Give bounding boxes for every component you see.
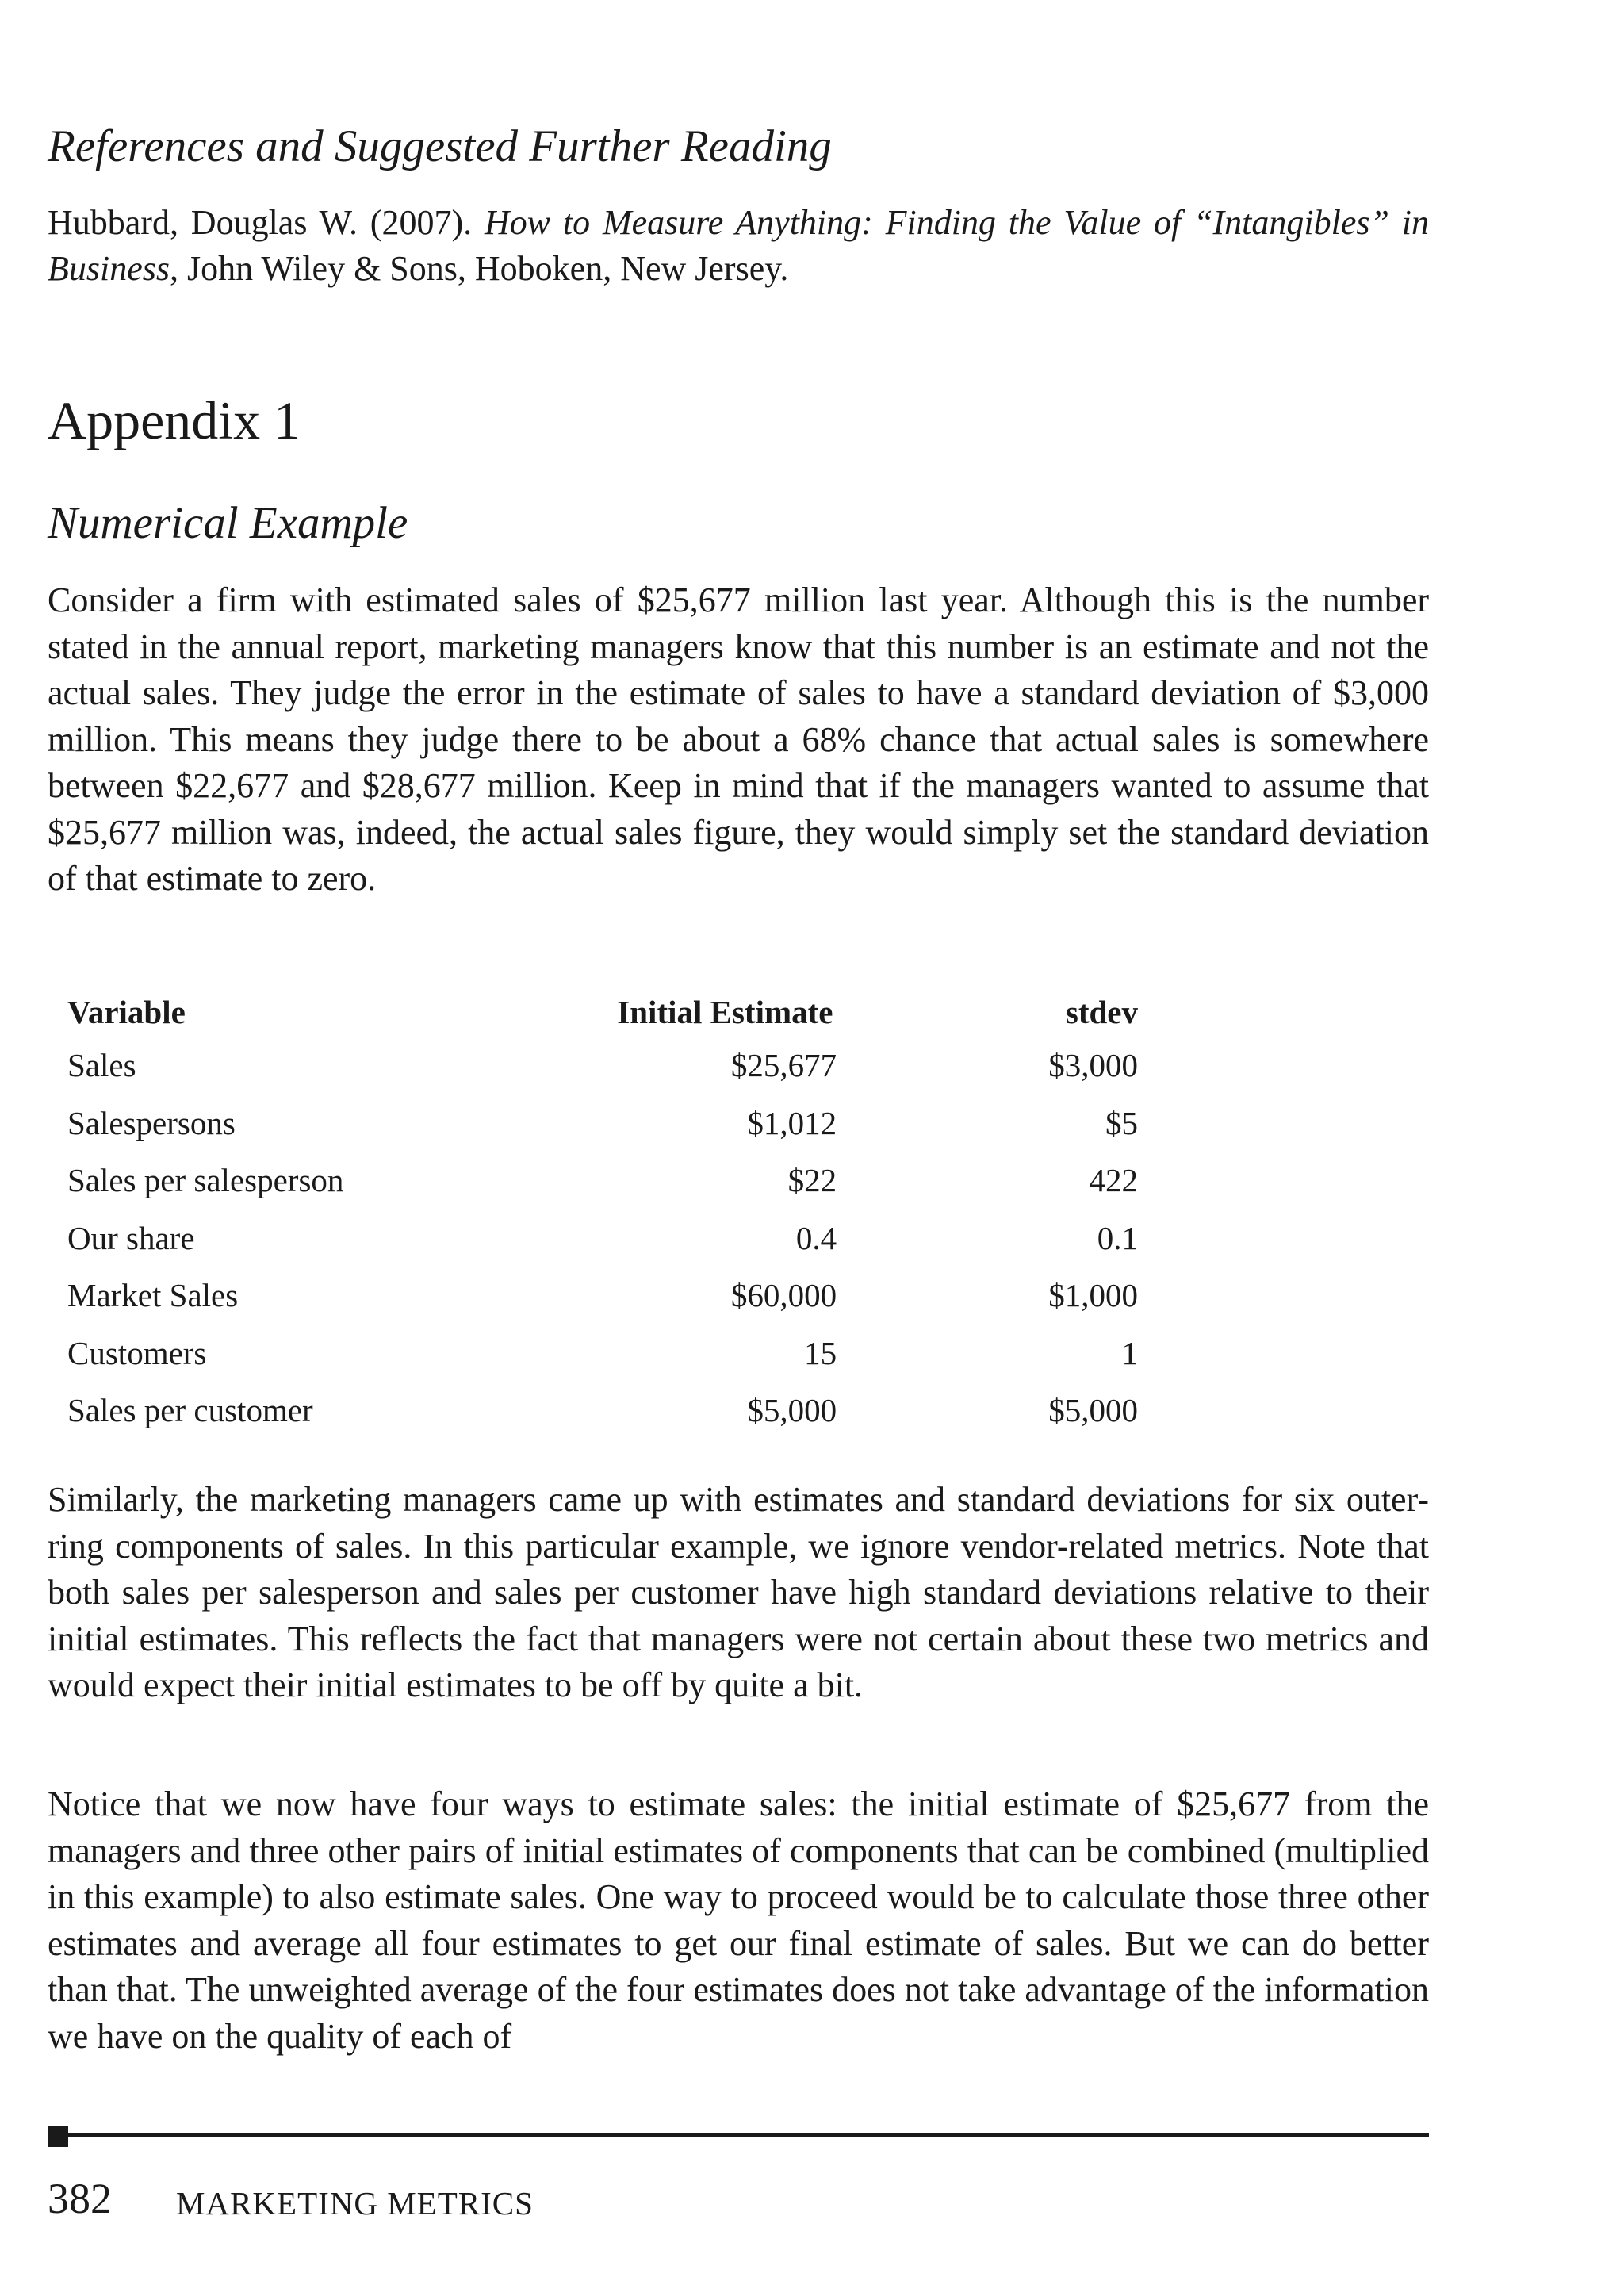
reference-author: Hubbard, Douglas W. (2007). bbox=[48, 203, 485, 242]
table-header-row bbox=[67, 987, 1138, 1037]
table-cell-stdev: $5,000 bbox=[1048, 1392, 1138, 1429]
body-paragraph-2: Similarly, the marketing managers came up with estimates and standard deviations for six outer-ring components of sales. In this particular example, we ignore vendor-related metrics. Note that both sales per salesperson and sales per customer have high standard deviations relative to their initial estimates. This reflects the fact that managers were not certain about these two metrics and would expect their initial estimates to be off by quite a bit. bbox=[48, 1480, 1429, 1704]
table-row bbox=[67, 1210, 1138, 1267]
table-row bbox=[67, 1267, 1138, 1325]
table-row bbox=[67, 1094, 1138, 1152]
table-cell-variable: Our share bbox=[67, 1219, 195, 1256]
table-cell-stdev: $1,000 bbox=[1048, 1277, 1138, 1314]
reference-publisher: , John Wiley & Sons, Hoboken, New Jersey. bbox=[170, 249, 789, 288]
table-cell-estimate: $25,677 bbox=[730, 1047, 837, 1084]
appendix-heading: Appendix 1 bbox=[48, 390, 301, 450]
table-cell-estimate: $22 bbox=[787, 1162, 837, 1199]
references-heading: References and Suggested Further Reading bbox=[48, 121, 832, 171]
table-header-variable: Variable bbox=[67, 994, 186, 1030]
table-row bbox=[67, 1037, 1138, 1094]
page-number: 382 bbox=[48, 2175, 112, 2222]
footer-square-marker bbox=[48, 2126, 68, 2147]
reference-entry bbox=[48, 200, 1429, 292]
table-cell-variable: Salespersons bbox=[67, 1104, 236, 1141]
table-header-stdev: stdev bbox=[1065, 994, 1138, 1030]
subsection-heading: Numerical Example bbox=[48, 498, 408, 548]
table-header-initial-estimate: Initial Estimate bbox=[617, 994, 833, 1030]
table-cell-stdev: $3,000 bbox=[1048, 1047, 1138, 1084]
table-cell-estimate: $1,012 bbox=[747, 1104, 837, 1141]
reference-title: How to Measure Anything: Finding the Value of “Intangibles” in Business bbox=[48, 203, 1430, 288]
footer-rule bbox=[48, 2133, 1429, 2137]
table-cell-variable: Sales per customer bbox=[67, 1392, 313, 1429]
table-cell-variable: Sales per salesperson bbox=[67, 1162, 344, 1199]
table-cell-estimate: 15 bbox=[804, 1334, 837, 1371]
body-paragraph-3: Notice that we now have four ways to estimate sales: the initial estimate of $25,677 from the managers and three other pairs of initial estimates of components that can be combined (multiplied in this example) to also estimate sales. One way to proceed would be to calculate those three other estimates and average all four estimates to get our final estimate of sales. But we can do better than that. The unweighted average of the four estimates does not take advantage of the information we have on the quality of each of bbox=[48, 1785, 1429, 2056]
table-cell-stdev: 1 bbox=[1121, 1334, 1138, 1371]
table-cell-estimate: $60,000 bbox=[730, 1277, 837, 1314]
table-cell-variable: Market Sales bbox=[67, 1277, 239, 1314]
table-cell-stdev: $5 bbox=[1105, 1104, 1138, 1141]
table-cell-stdev: 422 bbox=[1089, 1162, 1138, 1199]
table-cell-estimate: 0.4 bbox=[795, 1219, 837, 1256]
running-title: MARKETING METRICS bbox=[176, 2185, 534, 2222]
table-row bbox=[67, 1325, 1138, 1382]
table-cell-variable: Customers bbox=[67, 1334, 207, 1371]
table-row bbox=[67, 1382, 1138, 1440]
table-cell-stdev: 0.1 bbox=[1097, 1219, 1138, 1256]
table-row bbox=[67, 1152, 1138, 1210]
body-paragraph-1: Consider a firm with estimated sales of $25,677 million last year. Although this is the number stated in the annual report, marketing managers know that this number is an estimate and not the actual sales. They judge the error in the estimate of sales to have a standard deviation of $3,000 million. This means they judge there to be about a 68% chance that actual sales is somewhere between $22,677 and $28,677 million. Keep in mind that if the managers wanted to assume that $25,677 million was, indeed, the actual sales figure, they would simply set the standard deviation of that estimate to zero. bbox=[48, 581, 1429, 898]
estimates-table bbox=[67, 987, 1138, 1440]
table-cell-estimate: $5,000 bbox=[747, 1392, 837, 1429]
table-cell-variable: Sales bbox=[67, 1047, 136, 1084]
